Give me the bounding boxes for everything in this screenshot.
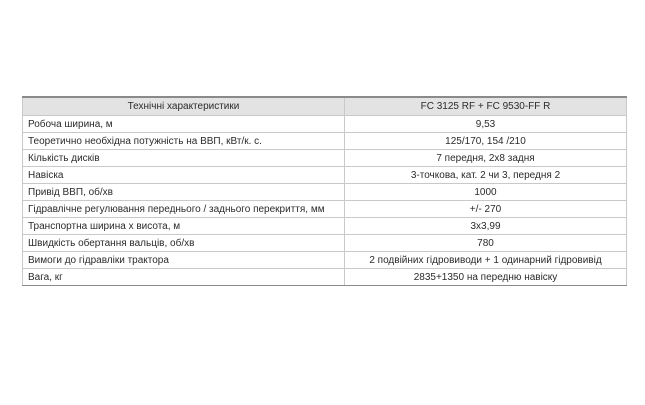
table-row (23, 150, 627, 167)
spec-value: 3x3,99 (345, 218, 627, 235)
spec-value: 2 подвійних гідровиводи + 1 одинарний гідровивід (345, 252, 627, 269)
table-header-row (23, 97, 627, 116)
header-specifications: Технічні характеристики (23, 97, 345, 116)
spec-value: 9,53 (345, 116, 627, 133)
spec-value: 7 передня, 2x8 задня (345, 150, 627, 167)
table-row (23, 218, 627, 235)
table-row (23, 235, 627, 252)
spec-value: 1000 (345, 184, 627, 201)
spec-label: Транспортна ширина х висота, м (23, 218, 345, 235)
table-header (23, 97, 627, 116)
spec-label: Теоретично необхідна потужність на ВВП, кВт/к. с. (23, 133, 345, 150)
table-row (23, 133, 627, 150)
spec-value: +/- 270 (345, 201, 627, 218)
spec-label: Швидкість обертання вальців, об/хв (23, 235, 345, 252)
table-body (23, 116, 627, 286)
spec-value: 2835+1350 на передню навіску (345, 269, 627, 286)
spec-value: 3-точкова, кат. 2 чи 3, передня 2 (345, 167, 627, 184)
table-row (23, 269, 627, 286)
header-model: FC 3125 RF + FC 9530-FF R (345, 97, 627, 116)
spec-label: Вага, кг (23, 269, 345, 286)
spec-value: 125/170, 154 /210 (345, 133, 627, 150)
table-row (23, 184, 627, 201)
spec-label: Привід ВВП, об/хв (23, 184, 345, 201)
spec-label: Робоча ширина, м (23, 116, 345, 133)
table-row (23, 201, 627, 218)
spec-label: Навіска (23, 167, 345, 184)
table-row (23, 116, 627, 133)
spec-label: Гідравлічне регулювання переднього / заднього перекриття, мм (23, 201, 345, 218)
spec-value: 780 (345, 235, 627, 252)
specifications-table (22, 96, 627, 286)
spec-label: Вимоги до гідравліки трактора (23, 252, 345, 269)
table-row (23, 167, 627, 184)
spec-label: Кількість дисків (23, 150, 345, 167)
table-row (23, 252, 627, 269)
